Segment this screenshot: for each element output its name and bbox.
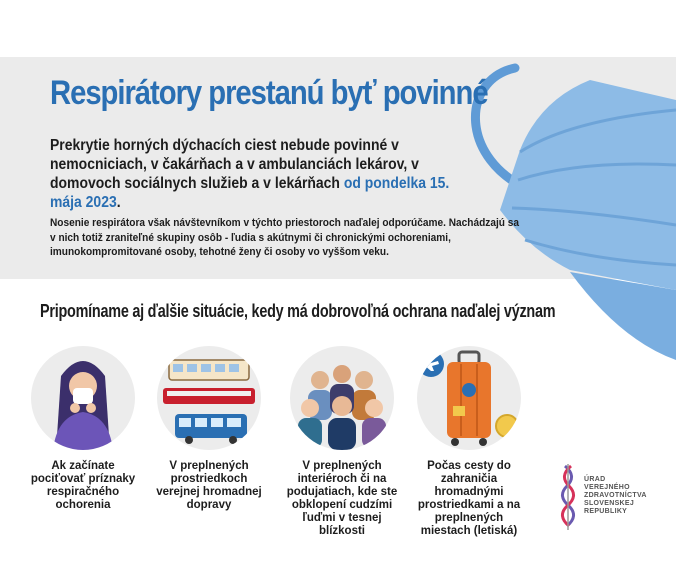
public-transport-icon [157, 346, 261, 450]
logo-line: REPUBLIKY [584, 508, 628, 515]
situation-label: V preplnených prostriedkoch verejnej hromadnej dopravy [156, 460, 262, 511]
section-heading: Pripomíname aj ďalšie situácie, kedy má dobrovoľná ochrana naďalej význam [40, 301, 556, 321]
luggage-icon [417, 346, 521, 450]
lead-main: Prekrytie horných dýchacích ciest nebude povinné v nemocniciach, v čakárňach a v ambulanciách lekárov, v domovoch sociálnych služieb a v lekárňach [50, 137, 419, 192]
logo-line: ZDRAVOTNÍCTVA [584, 492, 647, 499]
sneezing-person-icon [31, 346, 135, 450]
situation-label: V preplnených interiéroch či na podujatiach, kde ste obklopení cudzími ľuďmi v tesnej blízkosti [286, 460, 398, 537]
crowd-icon [290, 346, 394, 450]
situation-symptoms [24, 346, 142, 511]
lead-date: od pondelka 15. mája 2023 [50, 175, 450, 211]
situation-crowd [283, 346, 401, 537]
authority-name [584, 476, 647, 516]
lead-text [50, 136, 473, 212]
lead-end: . [116, 194, 121, 211]
situation-transport [150, 346, 268, 511]
logo-line: VEREJNÉHO [584, 484, 630, 491]
situation-label: Ak začínate pociťovať príznaky respiračného ochorenia [30, 460, 136, 511]
situation-travel [410, 346, 528, 537]
page-title: Respirátory prestanú byť povinné [50, 74, 488, 112]
logo-line: ÚRAD [584, 476, 606, 483]
situation-label: Počas cesty do zahraničia hromadnými prostriedkami a na preplnených miestach (letiská) [417, 460, 521, 537]
logo-line: SLOVENSKEJ [584, 500, 635, 507]
recommendation-note: Nosenie respirátora však návštevníkom v týchto priestoroch naďalej odporúčame. Nachádzajú sa v nich totiž zraniteľné skupiny osôb - ľudia s akútnymi či chronickými ochoreniami, imunokompromitované osoby, tehotné ženy či osoby vo vyššom veku. [50, 217, 520, 258]
